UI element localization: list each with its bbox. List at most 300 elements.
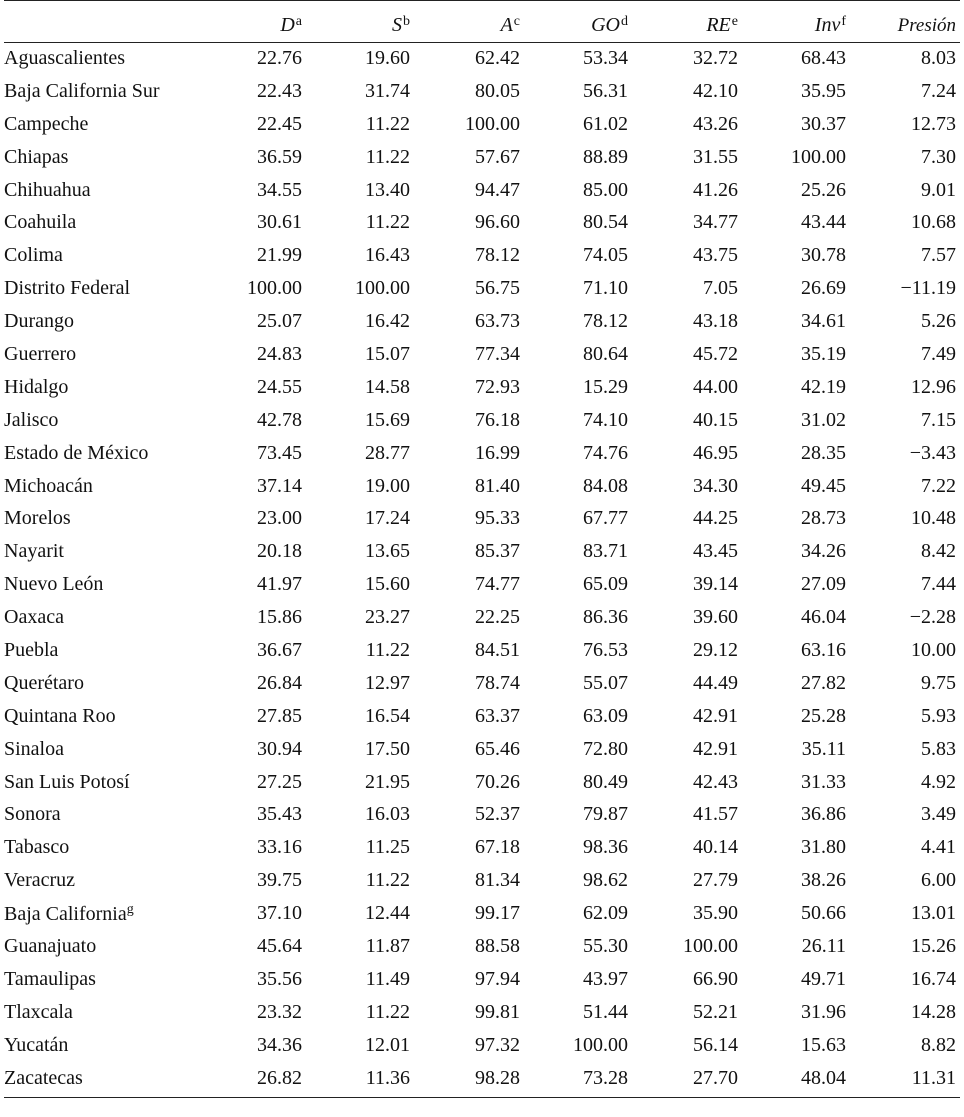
cell-go: 80.54 <box>583 211 628 234</box>
state-name: Tlaxcala <box>4 1000 73 1023</box>
state-name: Colima <box>4 244 63 267</box>
state-name: Tamaulipas <box>4 967 96 990</box>
table-row <box>4 535 960 568</box>
cell-go: 74.10 <box>583 408 628 431</box>
cell-s: 11.22 <box>365 145 410 168</box>
cell-a: 95.33 <box>475 507 520 530</box>
cell-a: 81.34 <box>475 869 520 892</box>
cell-go: 43.97 <box>583 967 628 990</box>
cell-re: 32.72 <box>693 47 738 70</box>
cell-go: 76.53 <box>583 638 628 661</box>
cell-inv: 49.45 <box>801 474 846 497</box>
state-name: Baja California <box>4 902 127 925</box>
table-row <box>4 700 960 733</box>
cell-go: 56.31 <box>583 79 628 102</box>
cell-d: 27.25 <box>257 770 302 793</box>
table-row <box>4 798 960 831</box>
cell-inv: 63.16 <box>801 638 846 661</box>
cell-s: 11.22 <box>365 638 410 661</box>
cell-a: 62.42 <box>475 47 520 70</box>
table-row <box>4 831 960 864</box>
cell-re: 42.10 <box>693 79 738 102</box>
cell-re: 31.55 <box>693 145 738 168</box>
cell-re: 41.57 <box>693 803 738 826</box>
cell-re: 44.00 <box>693 375 738 398</box>
cell-d: 36.59 <box>257 145 302 168</box>
state-name: Campeche <box>4 112 89 135</box>
state-name-cell <box>4 864 200 897</box>
cell-s: 12.97 <box>365 671 410 694</box>
cell-a: 22.25 <box>475 606 520 629</box>
cell-s: 17.50 <box>365 737 410 760</box>
cell-s: 11.87 <box>365 934 410 957</box>
cell-inv: 42.19 <box>801 375 846 398</box>
cell-d: 20.18 <box>257 540 302 563</box>
cell-presion: 12.73 <box>911 112 956 135</box>
state-name-cell <box>4 996 200 1029</box>
cell-a: 56.75 <box>475 277 520 300</box>
state-name: Coahuila <box>4 211 77 234</box>
state-name: Baja California Sur <box>4 79 160 102</box>
table-row <box>4 1062 960 1095</box>
cell-inv: 28.35 <box>801 441 846 464</box>
cell-presion: 5.26 <box>921 310 956 333</box>
cell-d: 21.99 <box>257 244 302 267</box>
cell-inv: 31.02 <box>801 408 846 431</box>
cell-presion: 7.22 <box>921 474 956 497</box>
state-name: Morelos <box>4 507 71 530</box>
state-name-cell <box>4 371 200 404</box>
state-name: Nayarit <box>4 540 64 563</box>
cell-d: 45.64 <box>257 934 302 957</box>
cell-re: 42.43 <box>693 770 738 793</box>
state-name: Jalisco <box>4 408 59 431</box>
cell-d: 27.85 <box>257 704 302 727</box>
cell-d: 26.84 <box>257 671 302 694</box>
cell-s: 28.77 <box>365 441 410 464</box>
cell-inv: 48.04 <box>801 1066 846 1089</box>
cell-presion: 6.00 <box>921 869 956 892</box>
cell-presion: 14.28 <box>911 1000 956 1023</box>
state-name-cell <box>4 272 200 305</box>
cell-inv: 27.82 <box>801 671 846 694</box>
cell-presion: 8.82 <box>921 1033 956 1056</box>
state-name: Nuevo León <box>4 573 104 596</box>
state-footnote-mark: g <box>126 901 134 917</box>
cell-go: 62.09 <box>583 902 628 925</box>
state-name: Michoacán <box>4 474 93 497</box>
table-body <box>4 42 960 1095</box>
state-name-cell <box>4 141 200 174</box>
state-name-cell <box>4 338 200 371</box>
cell-inv: 49.71 <box>801 967 846 990</box>
state-name-cell <box>4 700 200 733</box>
state-name-cell <box>4 42 200 75</box>
cell-go: 61.02 <box>583 112 628 135</box>
state-name-cell <box>4 1062 200 1095</box>
cell-a: 98.28 <box>475 1066 520 1089</box>
cell-go: 55.07 <box>583 671 628 694</box>
cell-re: 46.95 <box>693 441 738 464</box>
cell-s: 11.49 <box>365 967 410 990</box>
state-name: Chihuahua <box>4 178 91 201</box>
cell-s: 15.07 <box>365 342 410 365</box>
cell-go: 85.00 <box>583 178 628 201</box>
cell-d: 24.55 <box>257 375 302 398</box>
cell-inv: 35.95 <box>801 79 846 102</box>
cell-go: 67.77 <box>583 507 628 530</box>
cell-a: 96.60 <box>475 211 520 234</box>
cell-presion: 7.44 <box>921 573 956 596</box>
cell-s: 21.95 <box>365 770 410 793</box>
table-row <box>4 568 960 601</box>
state-name-cell <box>4 798 200 831</box>
cell-s: 16.03 <box>365 803 410 826</box>
cell-a: 52.37 <box>475 803 520 826</box>
cell-re: 44.49 <box>693 671 738 694</box>
cell-go: 65.09 <box>583 573 628 596</box>
cell-s: 31.74 <box>365 79 410 102</box>
cell-go: 80.49 <box>583 770 628 793</box>
state-name: Chiapas <box>4 145 69 168</box>
state-name: Distrito Federal <box>4 277 131 300</box>
cell-presion: 4.41 <box>921 836 956 859</box>
cell-re: 39.14 <box>693 573 738 596</box>
cell-d: 23.00 <box>257 507 302 530</box>
cell-go: 78.12 <box>583 310 628 333</box>
cell-inv: 31.96 <box>801 1000 846 1023</box>
state-name-cell <box>4 963 200 996</box>
state-name-cell <box>4 930 200 963</box>
cell-inv: 46.04 <box>801 606 846 629</box>
cell-inv: 34.26 <box>801 540 846 563</box>
cell-inv: 25.26 <box>801 178 846 201</box>
cell-s: 11.22 <box>365 211 410 234</box>
state-name-cell <box>4 667 200 700</box>
cell-presion: 10.48 <box>911 507 956 530</box>
cell-presion: 11.31 <box>911 1066 956 1089</box>
table-row <box>4 930 960 963</box>
table-row <box>4 141 960 174</box>
state-name-cell <box>4 568 200 601</box>
state-name: Yucatán <box>4 1033 69 1056</box>
cell-re: 45.72 <box>693 342 738 365</box>
cell-re: 40.15 <box>693 408 738 431</box>
cell-inv: 35.19 <box>801 342 846 365</box>
cell-inv: 25.28 <box>801 704 846 727</box>
cell-presion: 8.42 <box>921 540 956 563</box>
cell-re: 34.30 <box>693 474 738 497</box>
cell-s: 16.43 <box>365 244 410 267</box>
table-row <box>4 305 960 338</box>
cell-presion: −11.19 <box>900 277 956 300</box>
cell-go: 55.30 <box>583 934 628 957</box>
state-name-cell <box>4 897 200 930</box>
header-row <box>4 0 960 42</box>
cell-inv: 28.73 <box>801 507 846 530</box>
cell-a: 70.26 <box>475 770 520 793</box>
cell-re: 56.14 <box>693 1033 738 1056</box>
table-row <box>4 601 960 634</box>
state-name: Sinaloa <box>4 737 64 760</box>
table-row <box>4 963 960 996</box>
cell-a: 72.93 <box>475 375 520 398</box>
cell-s: 16.54 <box>365 704 410 727</box>
cell-re: 43.26 <box>693 112 738 135</box>
cell-d: 34.36 <box>257 1033 302 1056</box>
cell-s: 19.60 <box>365 47 410 70</box>
state-name-cell <box>4 502 200 535</box>
table-row <box>4 437 960 470</box>
cell-presion: 9.75 <box>921 671 956 694</box>
cell-d: 26.82 <box>257 1066 302 1089</box>
table-row <box>4 206 960 239</box>
cell-a: 16.99 <box>475 441 520 464</box>
cell-d: 22.76 <box>257 47 302 70</box>
cell-a: 63.37 <box>475 704 520 727</box>
cell-presion: −3.43 <box>909 441 956 464</box>
state-name: Durango <box>4 310 74 333</box>
cell-d: 30.61 <box>257 211 302 234</box>
cell-d: 73.45 <box>257 441 302 464</box>
cell-d: 33.16 <box>257 836 302 859</box>
state-name: Aguascalientes <box>4 47 126 70</box>
cell-a: 99.81 <box>475 1000 520 1023</box>
cell-presion: 7.24 <box>921 79 956 102</box>
cell-a: 76.18 <box>475 408 520 431</box>
cell-inv: 68.43 <box>801 47 846 70</box>
cell-presion: 5.83 <box>921 737 956 760</box>
table-row <box>4 174 960 207</box>
state-name-cell <box>4 108 200 141</box>
cell-a: 94.47 <box>475 178 520 201</box>
table-row <box>4 897 960 930</box>
cell-s: 23.27 <box>365 606 410 629</box>
cell-a: 99.17 <box>475 902 520 925</box>
header-inv: Inv$^f$ <box>742 0 850 42</box>
table-row <box>4 996 960 1029</box>
state-name: Sonora <box>4 803 61 826</box>
cell-a: 78.12 <box>475 244 520 267</box>
cell-inv: 35.11 <box>801 737 846 760</box>
state-name: Guerrero <box>4 342 77 365</box>
cell-inv: 30.37 <box>801 112 846 135</box>
state-name-cell <box>4 1029 200 1062</box>
state-name-cell <box>4 634 200 667</box>
cell-d: 100.00 <box>247 277 302 300</box>
cell-a: 57.67 <box>475 145 520 168</box>
cell-a: 63.73 <box>475 310 520 333</box>
cell-re: 27.70 <box>693 1066 738 1089</box>
cell-presion: 16.74 <box>911 967 956 990</box>
state-name-cell <box>4 601 200 634</box>
cell-re: 66.90 <box>693 967 738 990</box>
cell-presion: 4.92 <box>921 770 956 793</box>
cell-d: 22.45 <box>257 112 302 135</box>
cell-a: 80.05 <box>475 79 520 102</box>
cell-s: 15.69 <box>365 408 410 431</box>
header-s: $S^b$ <box>306 0 414 42</box>
cell-re: 40.14 <box>693 836 738 859</box>
cell-d: 35.56 <box>257 967 302 990</box>
state-name-cell <box>4 174 200 207</box>
cell-presion: 15.26 <box>911 934 956 957</box>
state-name-cell <box>4 75 200 108</box>
cell-go: 74.05 <box>583 244 628 267</box>
cell-d: 37.14 <box>257 474 302 497</box>
cell-re: 29.12 <box>693 638 738 661</box>
cell-s: 11.22 <box>365 869 410 892</box>
cell-go: 53.34 <box>583 47 628 70</box>
state-name-cell <box>4 535 200 568</box>
state-name: Querétaro <box>4 671 84 694</box>
state-name: Hidalgo <box>4 375 69 398</box>
cell-presion: 10.68 <box>911 211 956 234</box>
cell-s: 11.36 <box>365 1066 410 1089</box>
cell-presion: 7.57 <box>921 244 956 267</box>
table-row <box>4 75 960 108</box>
bottom-rule <box>4 1097 960 1098</box>
cell-re: 35.90 <box>693 902 738 925</box>
cell-d: 39.75 <box>257 869 302 892</box>
cell-go: 88.89 <box>583 145 628 168</box>
cell-d: 25.07 <box>257 310 302 333</box>
state-name-cell <box>4 733 200 766</box>
header-re: $RE^e$ <box>632 0 742 42</box>
state-name-cell <box>4 206 200 239</box>
cell-re: 43.75 <box>693 244 738 267</box>
cell-a: 84.51 <box>475 638 520 661</box>
cell-a: 97.94 <box>475 967 520 990</box>
state-name-cell <box>4 404 200 437</box>
cell-s: 11.25 <box>365 836 410 859</box>
cell-inv: 36.86 <box>801 803 846 826</box>
cell-presion: 7.30 <box>921 145 956 168</box>
cell-presion: 12.96 <box>911 375 956 398</box>
cell-inv: 15.63 <box>801 1033 846 1056</box>
cell-inv: 50.66 <box>801 902 846 925</box>
cell-presion: −2.28 <box>909 606 956 629</box>
cell-inv: 34.61 <box>801 310 846 333</box>
cell-inv: 31.33 <box>801 770 846 793</box>
state-name: San Luis Potosí <box>4 770 130 793</box>
cell-a: 67.18 <box>475 836 520 859</box>
cell-d: 15.86 <box>257 606 302 629</box>
cell-a: 88.58 <box>475 934 520 957</box>
table-row <box>4 338 960 371</box>
state-name-cell <box>4 239 200 272</box>
cell-a: 85.37 <box>475 540 520 563</box>
cell-a: 65.46 <box>475 737 520 760</box>
table-row <box>4 371 960 404</box>
cell-re: 43.18 <box>693 310 738 333</box>
cell-s: 14.58 <box>365 375 410 398</box>
cell-s: 13.40 <box>365 178 410 201</box>
cell-go: 80.64 <box>583 342 628 365</box>
cell-inv: 100.00 <box>791 145 846 168</box>
cell-inv: 26.69 <box>801 277 846 300</box>
cell-inv: 26.11 <box>801 934 846 957</box>
state-name-cell <box>4 305 200 338</box>
cell-a: 97.32 <box>475 1033 520 1056</box>
cell-d: 24.83 <box>257 342 302 365</box>
table-row <box>4 272 960 305</box>
cell-inv: 31.80 <box>801 836 846 859</box>
header-a: $A^c$ <box>414 0 524 42</box>
cell-re: 27.79 <box>693 869 738 892</box>
cell-re: 41.26 <box>693 178 738 201</box>
cell-go: 63.09 <box>583 704 628 727</box>
state-name-cell <box>4 470 200 503</box>
cell-s: 11.22 <box>365 1000 410 1023</box>
cell-d: 34.55 <box>257 178 302 201</box>
cell-presion: 8.03 <box>921 47 956 70</box>
cell-inv: 30.78 <box>801 244 846 267</box>
cell-go: 73.28 <box>583 1066 628 1089</box>
cell-d: 42.78 <box>257 408 302 431</box>
cell-d: 36.67 <box>257 638 302 661</box>
cell-d: 22.43 <box>257 79 302 102</box>
table-row <box>4 42 960 75</box>
table-row <box>4 404 960 437</box>
cell-go: 79.87 <box>583 803 628 826</box>
cell-s: 12.01 <box>365 1033 410 1056</box>
table-row <box>4 108 960 141</box>
table-row <box>4 502 960 535</box>
cell-a: 77.34 <box>475 342 520 365</box>
cell-re: 42.91 <box>693 737 738 760</box>
table-row <box>4 766 960 799</box>
cell-re: 43.45 <box>693 540 738 563</box>
table-row <box>4 239 960 272</box>
cell-a: 100.00 <box>465 112 520 135</box>
cell-re: 44.25 <box>693 507 738 530</box>
state-name: Estado de México <box>4 441 149 464</box>
cell-go: 98.36 <box>583 836 628 859</box>
state-name-cell <box>4 766 200 799</box>
state-name: Zacatecas <box>4 1066 83 1089</box>
cell-presion: 3.49 <box>921 803 956 826</box>
cell-go: 84.08 <box>583 474 628 497</box>
cell-presion: 7.15 <box>921 408 956 431</box>
cell-s: 17.24 <box>365 507 410 530</box>
header-d: $D^a$ <box>200 0 306 42</box>
state-name-cell <box>4 831 200 864</box>
cell-s: 16.42 <box>365 310 410 333</box>
cell-d: 37.10 <box>257 902 302 925</box>
cell-s: 100.00 <box>355 277 410 300</box>
cell-presion: 9.01 <box>921 178 956 201</box>
cell-go: 83.71 <box>583 540 628 563</box>
cell-inv: 38.26 <box>801 869 846 892</box>
header-presion: Presión <box>850 0 960 42</box>
cell-go: 71.10 <box>583 277 628 300</box>
cell-inv: 43.44 <box>801 211 846 234</box>
cell-d: 35.43 <box>257 803 302 826</box>
cell-s: 19.00 <box>365 474 410 497</box>
table-row <box>4 634 960 667</box>
state-name: Guanajuato <box>4 934 97 957</box>
cell-re: 100.00 <box>683 934 738 957</box>
cell-go: 98.62 <box>583 869 628 892</box>
cell-re: 42.91 <box>693 704 738 727</box>
cell-presion: 13.01 <box>911 902 956 925</box>
cell-a: 81.40 <box>475 474 520 497</box>
cell-a: 78.74 <box>475 671 520 694</box>
cell-re: 34.77 <box>693 211 738 234</box>
cell-d: 41.97 <box>257 573 302 596</box>
table-header <box>4 0 960 42</box>
